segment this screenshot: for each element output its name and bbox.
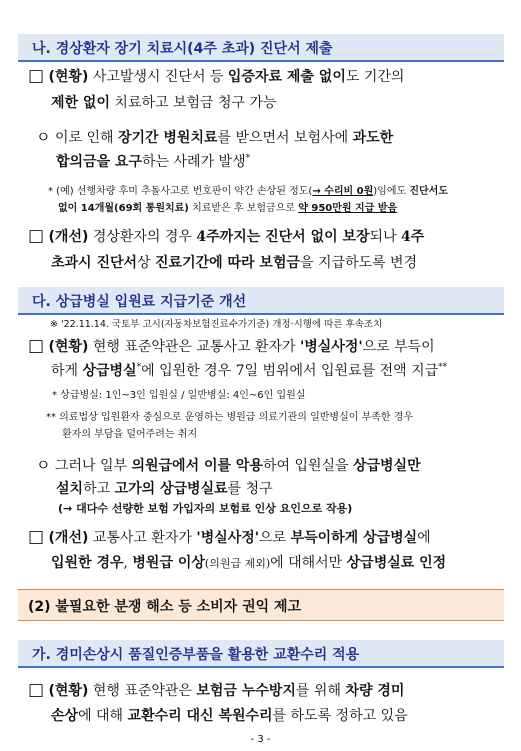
text: * (예) 선행차량 후미 추돌사고로 번호판이 약간 손상된 정도( <box>48 186 313 197</box>
text: 으로 부득이 <box>362 339 435 355</box>
text: 를 위해 <box>295 683 346 699</box>
text: 입증자료 제출 없이 <box>227 69 346 85</box>
paragraph-line <box>56 478 273 498</box>
text: 합의금을 요구 <box>56 154 143 170</box>
square-bullet-icon: □ <box>28 226 45 246</box>
note-example <box>48 182 448 197</box>
text: 이로 인해 <box>50 130 118 146</box>
text: 고가의 상급병실료 <box>114 481 228 497</box>
text: '병실사정' <box>299 339 363 355</box>
text: (의원급 제외) <box>204 557 271 570</box>
text: 상급병실 <box>82 363 137 379</box>
note-followup: ※ '22.11.14. 국토부 고시(자동차보험진료수가기준) 개정·시행에 따른 후속조치 <box>50 319 383 330</box>
improvement-tag: (개선) <box>48 530 89 546</box>
status-tag: (현황) <box>48 69 89 85</box>
text: 상 <box>137 255 156 271</box>
text: 에 입원한 경우 7일 범위에서 입원료를 전액 지급 <box>141 363 439 379</box>
text: 없이 14개월(69회 통원치료) <box>58 203 189 214</box>
note-ward-def: * 상급병실: 1인~3인 입원실 / 일반병실: 4인~6인 입원실 <box>52 390 306 401</box>
text: 교통사고 환자가 <box>88 530 197 546</box>
paragraph-consequence <box>36 126 393 147</box>
text: , <box>123 555 133 571</box>
text: 에 대해서만 <box>270 555 347 571</box>
status-tag: (현황) <box>48 683 89 699</box>
section-bar-consumer <box>18 589 504 621</box>
text: 제한 없이 <box>51 95 110 111</box>
text: 에 대해 <box>78 708 128 724</box>
text: 교환수리 대신 복원수리 <box>127 708 273 724</box>
section-title: (2) 불필요한 분쟁 해소 등 소비자 권익 제고 <box>28 599 302 615</box>
square-bullet-icon: □ <box>28 680 45 700</box>
text: 현행 표준약관은 교통사고 환자가 <box>88 339 300 355</box>
paragraph-line <box>51 252 417 272</box>
section-header-ward <box>18 287 504 315</box>
text: 병원급 이상 <box>132 555 205 571</box>
circle-bullet-icon: ㅇ <box>36 456 51 474</box>
paragraph-improvement <box>28 226 424 246</box>
footnote-mark: * <box>245 153 251 164</box>
text: 4주까지는 진단서 없이 보장 <box>196 229 370 245</box>
paragraph-line <box>51 92 277 112</box>
text: 부득이하게 상급병실 <box>290 530 418 546</box>
text: 설치 <box>56 481 84 497</box>
text: 되나 <box>369 229 402 245</box>
text: → 수리비 0원 <box>312 186 374 197</box>
text: 차량 경미 <box>345 683 405 699</box>
text: 상급병실료 인정 <box>346 555 447 571</box>
text: 도 기간의 <box>345 69 405 85</box>
section-title: 나. 경상환자 장기 치료시(4주 초과) 진단서 제출 <box>32 41 333 57</box>
square-bullet-icon: □ <box>28 66 45 86</box>
text: 을 지급하도록 변경 <box>300 255 418 271</box>
footnote-mark: * <box>136 362 142 373</box>
text: 현행 표준약관은 <box>88 683 197 699</box>
text: 손상 <box>51 708 79 724</box>
note-line: 환자의 부담을 덜어주려는 취지 <box>62 429 198 440</box>
status-tag: (현황) <box>48 339 89 355</box>
section-header-parts <box>18 640 504 668</box>
note-line <box>58 199 397 214</box>
text: 경상환자의 경우 <box>88 229 197 245</box>
text: 과도한 <box>352 130 394 146</box>
text: 를 청구 <box>227 481 273 497</box>
text: 하고 <box>83 481 115 497</box>
text: 진료기간에 따라 보험금 <box>155 255 301 271</box>
text: 4주 <box>401 229 425 245</box>
paragraph-line <box>56 151 250 171</box>
text: 사고발생시 진단서 등 <box>88 69 228 85</box>
paragraph-abuse <box>36 454 421 475</box>
text: 를 받으면서 보험사에 <box>217 130 353 146</box>
text: 보험금 누수방지 <box>196 683 296 699</box>
section-header-diagnosis <box>18 34 504 62</box>
paragraph-improvement <box>28 527 431 547</box>
text: )임에도 <box>373 186 410 197</box>
text: 하는 사례가 발생 <box>142 154 246 170</box>
square-bullet-icon: □ <box>28 336 45 356</box>
section-title: 가. 경미손상시 품질인증부품을 활용한 교환수리 적용 <box>32 647 360 663</box>
square-bullet-icon: □ <box>28 527 45 547</box>
footnote-mark: ** <box>438 362 448 373</box>
text: 장기간 병원치료 <box>117 130 218 146</box>
text: 를 하도록 정하고 있음 <box>272 708 408 724</box>
text: 치료받은 후 보험금으로 <box>188 203 299 214</box>
text: 의원급에서 이를 악용 <box>131 458 263 474</box>
text: 그러나 일부 <box>50 458 132 474</box>
paragraph-current-status <box>28 66 404 86</box>
section-title: 다. 상급병실 입원료 지급기준 개선 <box>32 294 247 310</box>
text: 에 <box>417 530 431 546</box>
paragraph-effect: (→ 대다수 선량한 보험 가입자의 보험료 인상 요인으로 작용) <box>58 502 353 515</box>
paragraph-line <box>51 705 408 725</box>
paragraph-line <box>51 360 447 380</box>
text: 으로 <box>259 530 291 546</box>
text: 진단서도 <box>409 186 448 197</box>
paragraph-current-status <box>28 680 404 700</box>
page-number: - 3 - <box>250 734 271 745</box>
paragraph-line <box>51 552 446 572</box>
text: '병실사정' <box>196 530 260 546</box>
text: 약 950만원 지급 받음 <box>298 203 398 214</box>
text: 하여 입원실을 <box>262 458 353 474</box>
paragraph-current-status <box>28 336 435 356</box>
text: 입원한 경우 <box>51 555 124 571</box>
text: 상급병실만 <box>353 458 421 474</box>
note-purpose: ** 의료법상 입원환자 중심으로 운영하는 병원급 의료기관의 일반병실이 부족한 경우 <box>46 412 414 423</box>
text: 초과시 진단서 <box>51 255 138 271</box>
improvement-tag: (개선) <box>48 229 89 245</box>
text: 치료하고 보험금 청구 가능 <box>109 95 277 111</box>
text: 하게 <box>51 363 83 379</box>
circle-bullet-icon: ㅇ <box>36 128 51 146</box>
